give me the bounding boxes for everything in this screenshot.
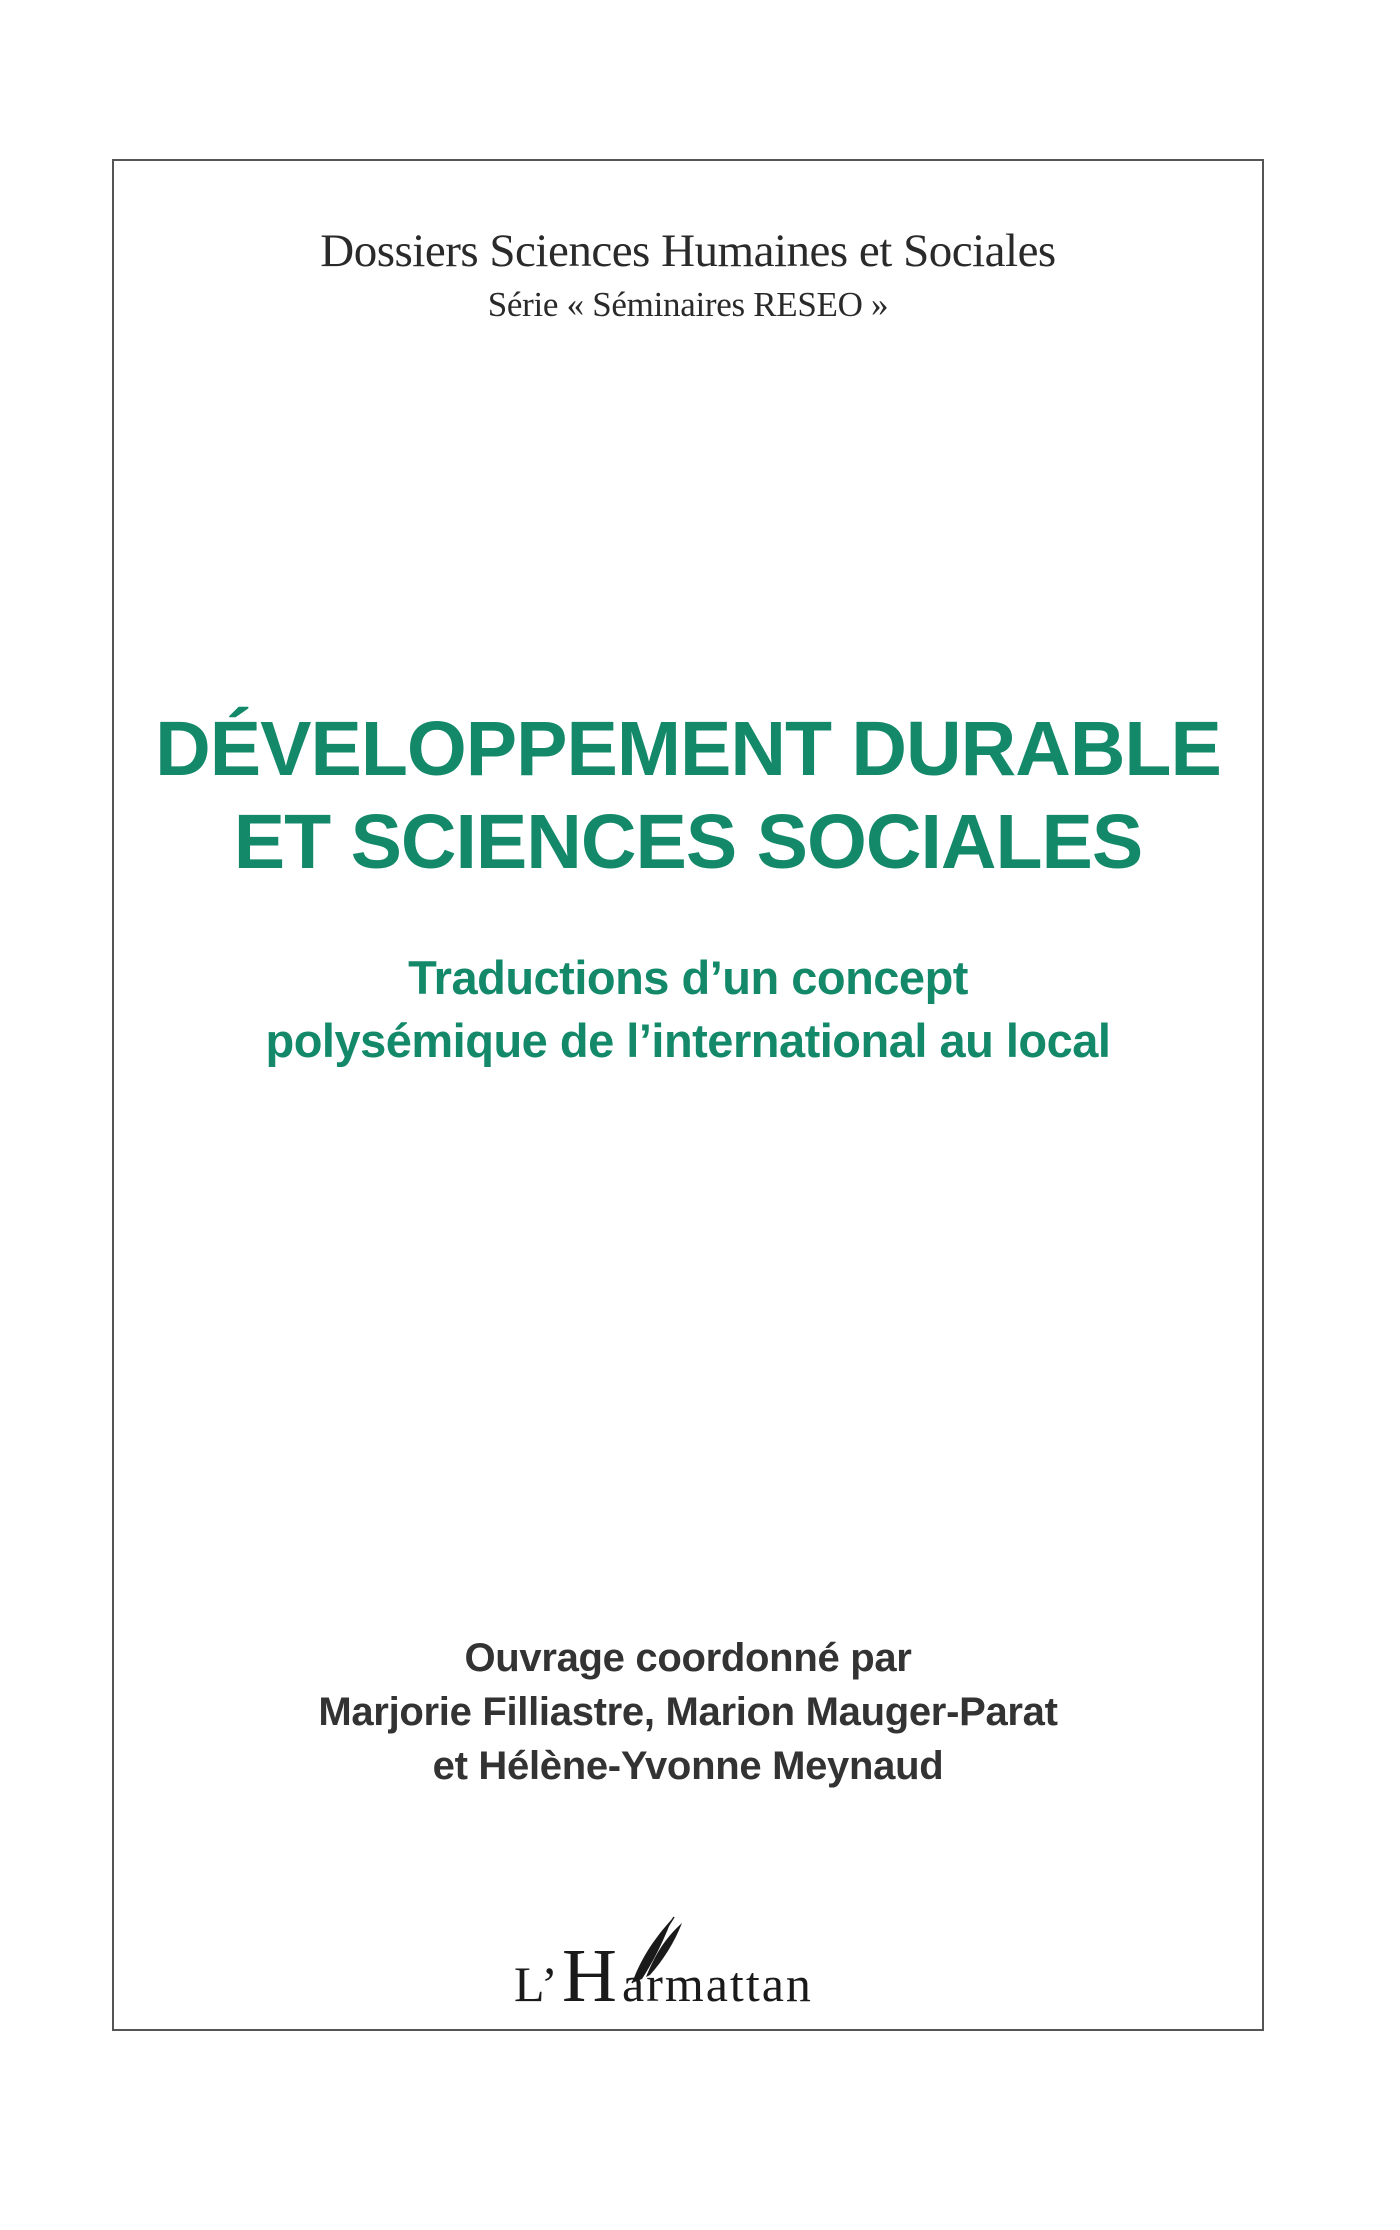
authors-line-2: et Hélène-Yvonne Meynaud — [432, 1744, 944, 1788]
svg-text:armattan: armattan — [622, 1956, 813, 2012]
title-line-2: ET SCIENCES SOCIALES — [233, 799, 1143, 885]
book-title — [114, 703, 1262, 889]
book-cover — [112, 159, 1264, 2031]
credits-intro: Ouvrage coordonné par — [464, 1636, 912, 1680]
svg-text:L’: L’ — [514, 1956, 559, 2012]
editors-credit — [114, 1631, 1262, 1793]
svg-text:H: H — [562, 1934, 617, 2013]
collection-name: Dossiers Sciences Humaines et Sociales — [320, 225, 1056, 277]
publisher-logo — [514, 1913, 894, 2013]
subtitle-line-1: Traductions d’un concept — [408, 951, 968, 1004]
authors-line-1: Marjorie Filliastre, Marion Mauger-Parat — [318, 1690, 1058, 1734]
series-header — [114, 223, 1262, 331]
subtitle-line-2: polysémique de l’international au local — [265, 1014, 1111, 1067]
book-subtitle — [114, 946, 1262, 1072]
subseries-name: Série « Séminaires RESEO » — [487, 285, 889, 324]
title-line-1: DÉVELOPPEMENT DURABLE — [155, 706, 1221, 792]
